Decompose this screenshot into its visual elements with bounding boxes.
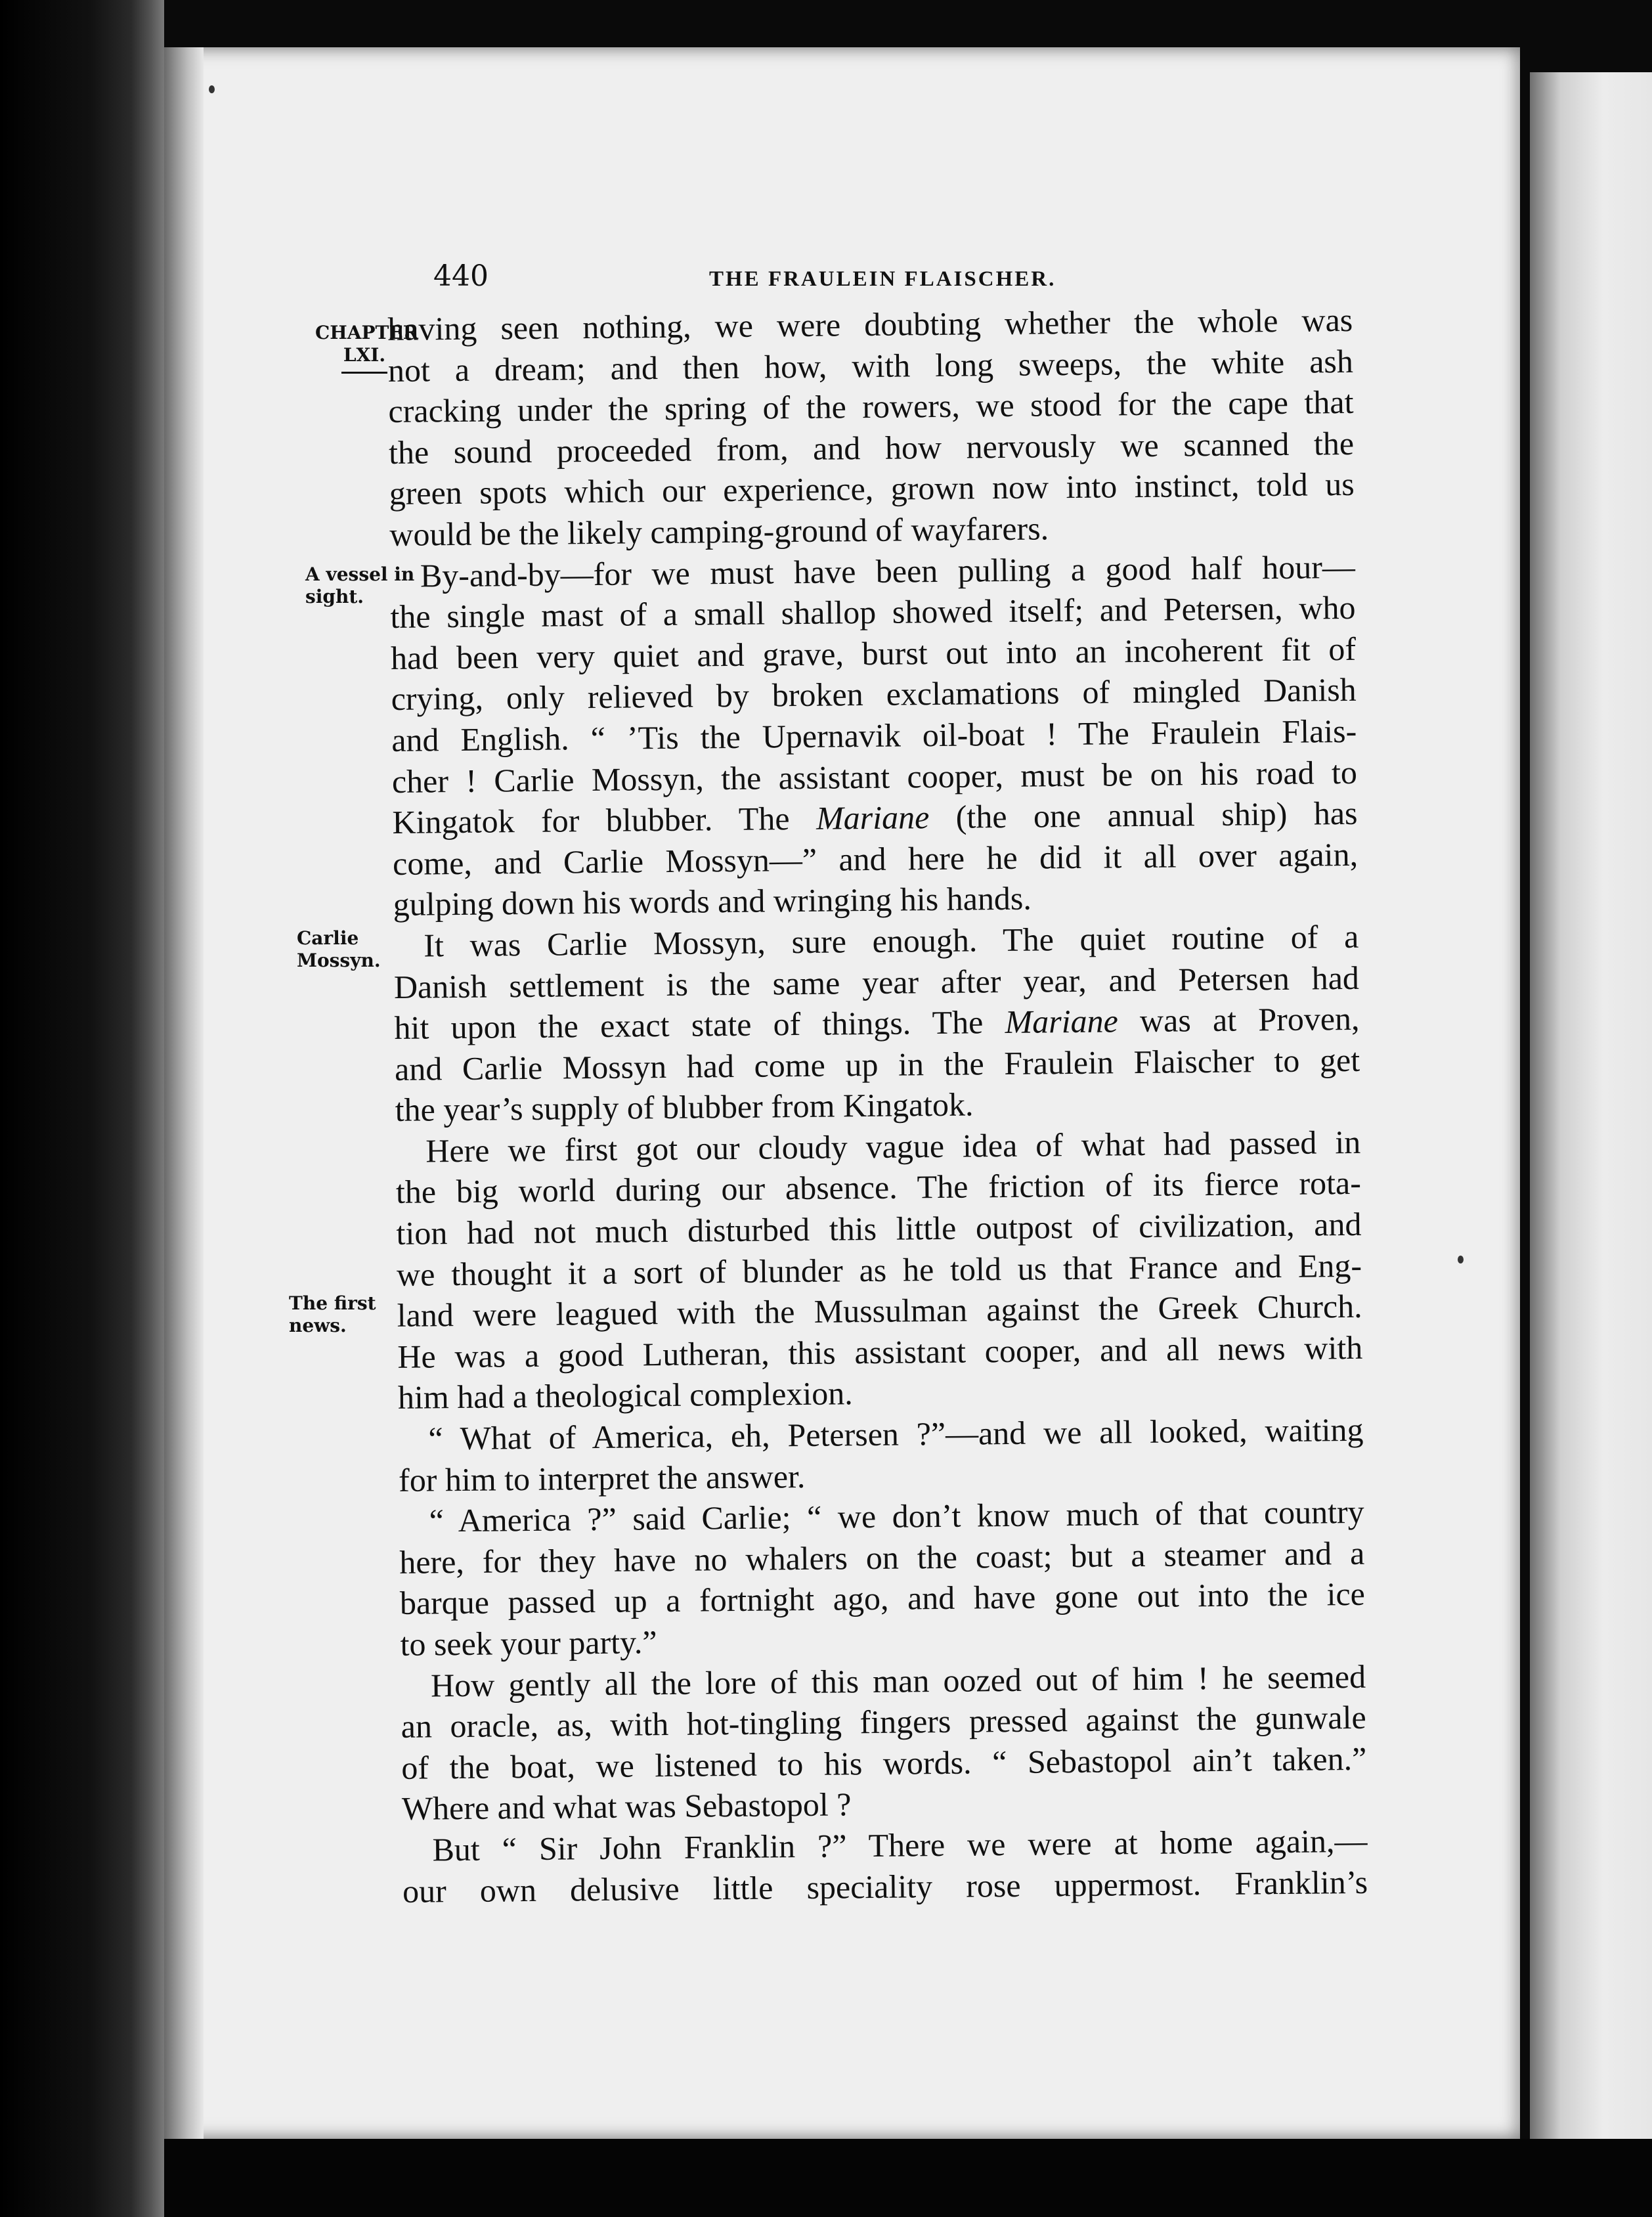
text-line: crying, only relieved by broken exclamations of mingled Danish [391, 671, 1357, 718]
text-line: of the boat, we listened to his words. “ Sebastopol ain’t taken.” [401, 1740, 1367, 1786]
margin-note-line: The first [289, 1292, 376, 1314]
text-line: the single mast of a small shallop showed itself; and Petersen, who [390, 589, 1356, 636]
text-line: having seen nothing, we were doubting whether the whole was [387, 301, 1353, 347]
text-line: land were leagued with the Mussulman against the Greek Church. [397, 1288, 1362, 1334]
running-head [433, 259, 1366, 305]
margin-note-line: Carlie [297, 927, 359, 949]
margin-note-line: sight. [305, 586, 364, 607]
text-line: the sound proceeded from, and how nervously we scanned the [388, 424, 1355, 471]
text-line: green spots which our experience, grown now into instinct, told us [389, 466, 1355, 512]
text-line: How gently all the lore of this man oozed out of him ! he seemed [430, 1657, 1366, 1704]
text-line: By-and-by—for we must have been pulling a good half hour— [420, 548, 1356, 594]
ship-name: Mariane [815, 799, 930, 837]
scan-speck [209, 85, 215, 93]
text-line: we thought it a sort of blunder as he told us that France and Eng- [396, 1246, 1362, 1293]
margin-note-line: A vessel in [305, 563, 415, 585]
text-line: him had a theological complexion. [397, 1374, 854, 1416]
margin-note-carlie [297, 927, 381, 972]
margin-note-line: news. [289, 1315, 347, 1336]
page-number: 440 [433, 259, 489, 293]
text-line: an oracle, as, with hot-tingling fingers pressed against the gunwale [401, 1698, 1366, 1745]
page-gutter [164, 47, 204, 2139]
text-line: cher ! Carlie Mossyn, the assistant cooper, must be on his road to [391, 753, 1358, 800]
margin-note-news [289, 1292, 376, 1337]
text-line: had been very quiet and grave, burst out into an incoherent fit of [390, 630, 1357, 676]
chapter-number: LXI. [343, 344, 386, 366]
text-line: “ America ?” said Carlie; “ we don’t know much of that country [429, 1493, 1364, 1539]
scan-bottom-edge [164, 2139, 1652, 2217]
body-text [387, 299, 1368, 1912]
text-line: the big world during our absence. The friction of its fierce rota- [395, 1164, 1362, 1211]
text-line: for him to interpret the answer. [398, 1457, 806, 1499]
text-line: to seek your party.” [400, 1623, 657, 1663]
text-line: our own delusive little speciality rose uppermost. Franklin’s [402, 1863, 1368, 1910]
book-binding-shadow [0, 0, 164, 2217]
running-head-title: THE FRAULEIN FLAISCHER. [709, 267, 1056, 291]
text-line: gulping down his words and wringing his hands. [393, 879, 1032, 923]
facing-page-edge [1530, 72, 1652, 2141]
text-span: (the one annual ship) has [955, 794, 1358, 835]
text-line: tion had not much disturbed this little outpost of civilization, and [396, 1205, 1362, 1252]
text-line: come, and Carlie Mossyn—” and here he did it all over again, [392, 835, 1359, 882]
text-line: “ What of America, eh, Petersen ?”—and we all looked, waiting [428, 1411, 1364, 1457]
scan-speck [1458, 1256, 1464, 1263]
text-line: cracking under the spring of the rowers, we stood for the cape that [388, 384, 1354, 430]
margin-note-line: Mossyn. [297, 950, 381, 971]
text-line: here, for they have no whalers on the coast; but a steamer and a [399, 1534, 1365, 1581]
text-span: was at Proven, [1139, 999, 1360, 1040]
text-span: hit upon the exact state of things. The [394, 1003, 984, 1047]
text-line: would be the likely camping-ground of wayfarers. [389, 510, 1049, 553]
text-line: Where and what was Sebastopol ? [401, 1786, 852, 1828]
text-line: barque passed up a fortnight ago, and have gone out into the ice [399, 1575, 1366, 1622]
text-line: But “ Sir John Franklin ?” There we were at home again,— [432, 1822, 1368, 1868]
text-line: and Carlie Mossyn had come up in the Fraulein Flaischer to get [394, 1041, 1360, 1087]
text-span: Kingatok for blubber. The [392, 800, 790, 841]
text-line: He was a good Lutheran, this assistant cooper, and all news with [397, 1328, 1363, 1375]
text-line: not a dream; and then how, with long sweeps, the white ash [387, 342, 1354, 389]
chapter-rule [341, 372, 387, 374]
text-line: the year’s supply of blubber from Kingatok. [395, 1086, 974, 1129]
ship-name: Mariane [1005, 1002, 1119, 1041]
text-line: Here we first got our cloudy vague idea of what had passed in [425, 1123, 1361, 1170]
text-line: Danish settlement is the same year after year, and Petersen had [393, 959, 1360, 1005]
chapter-word: CHAPTER [315, 322, 418, 343]
text-line: and English. “ ’Tis the Upernavik oil-boat ! The Fraulein Flais- [391, 712, 1357, 758]
text-line: It was Carlie Mossyn, sure enough. The quiet routine of a [424, 917, 1359, 964]
